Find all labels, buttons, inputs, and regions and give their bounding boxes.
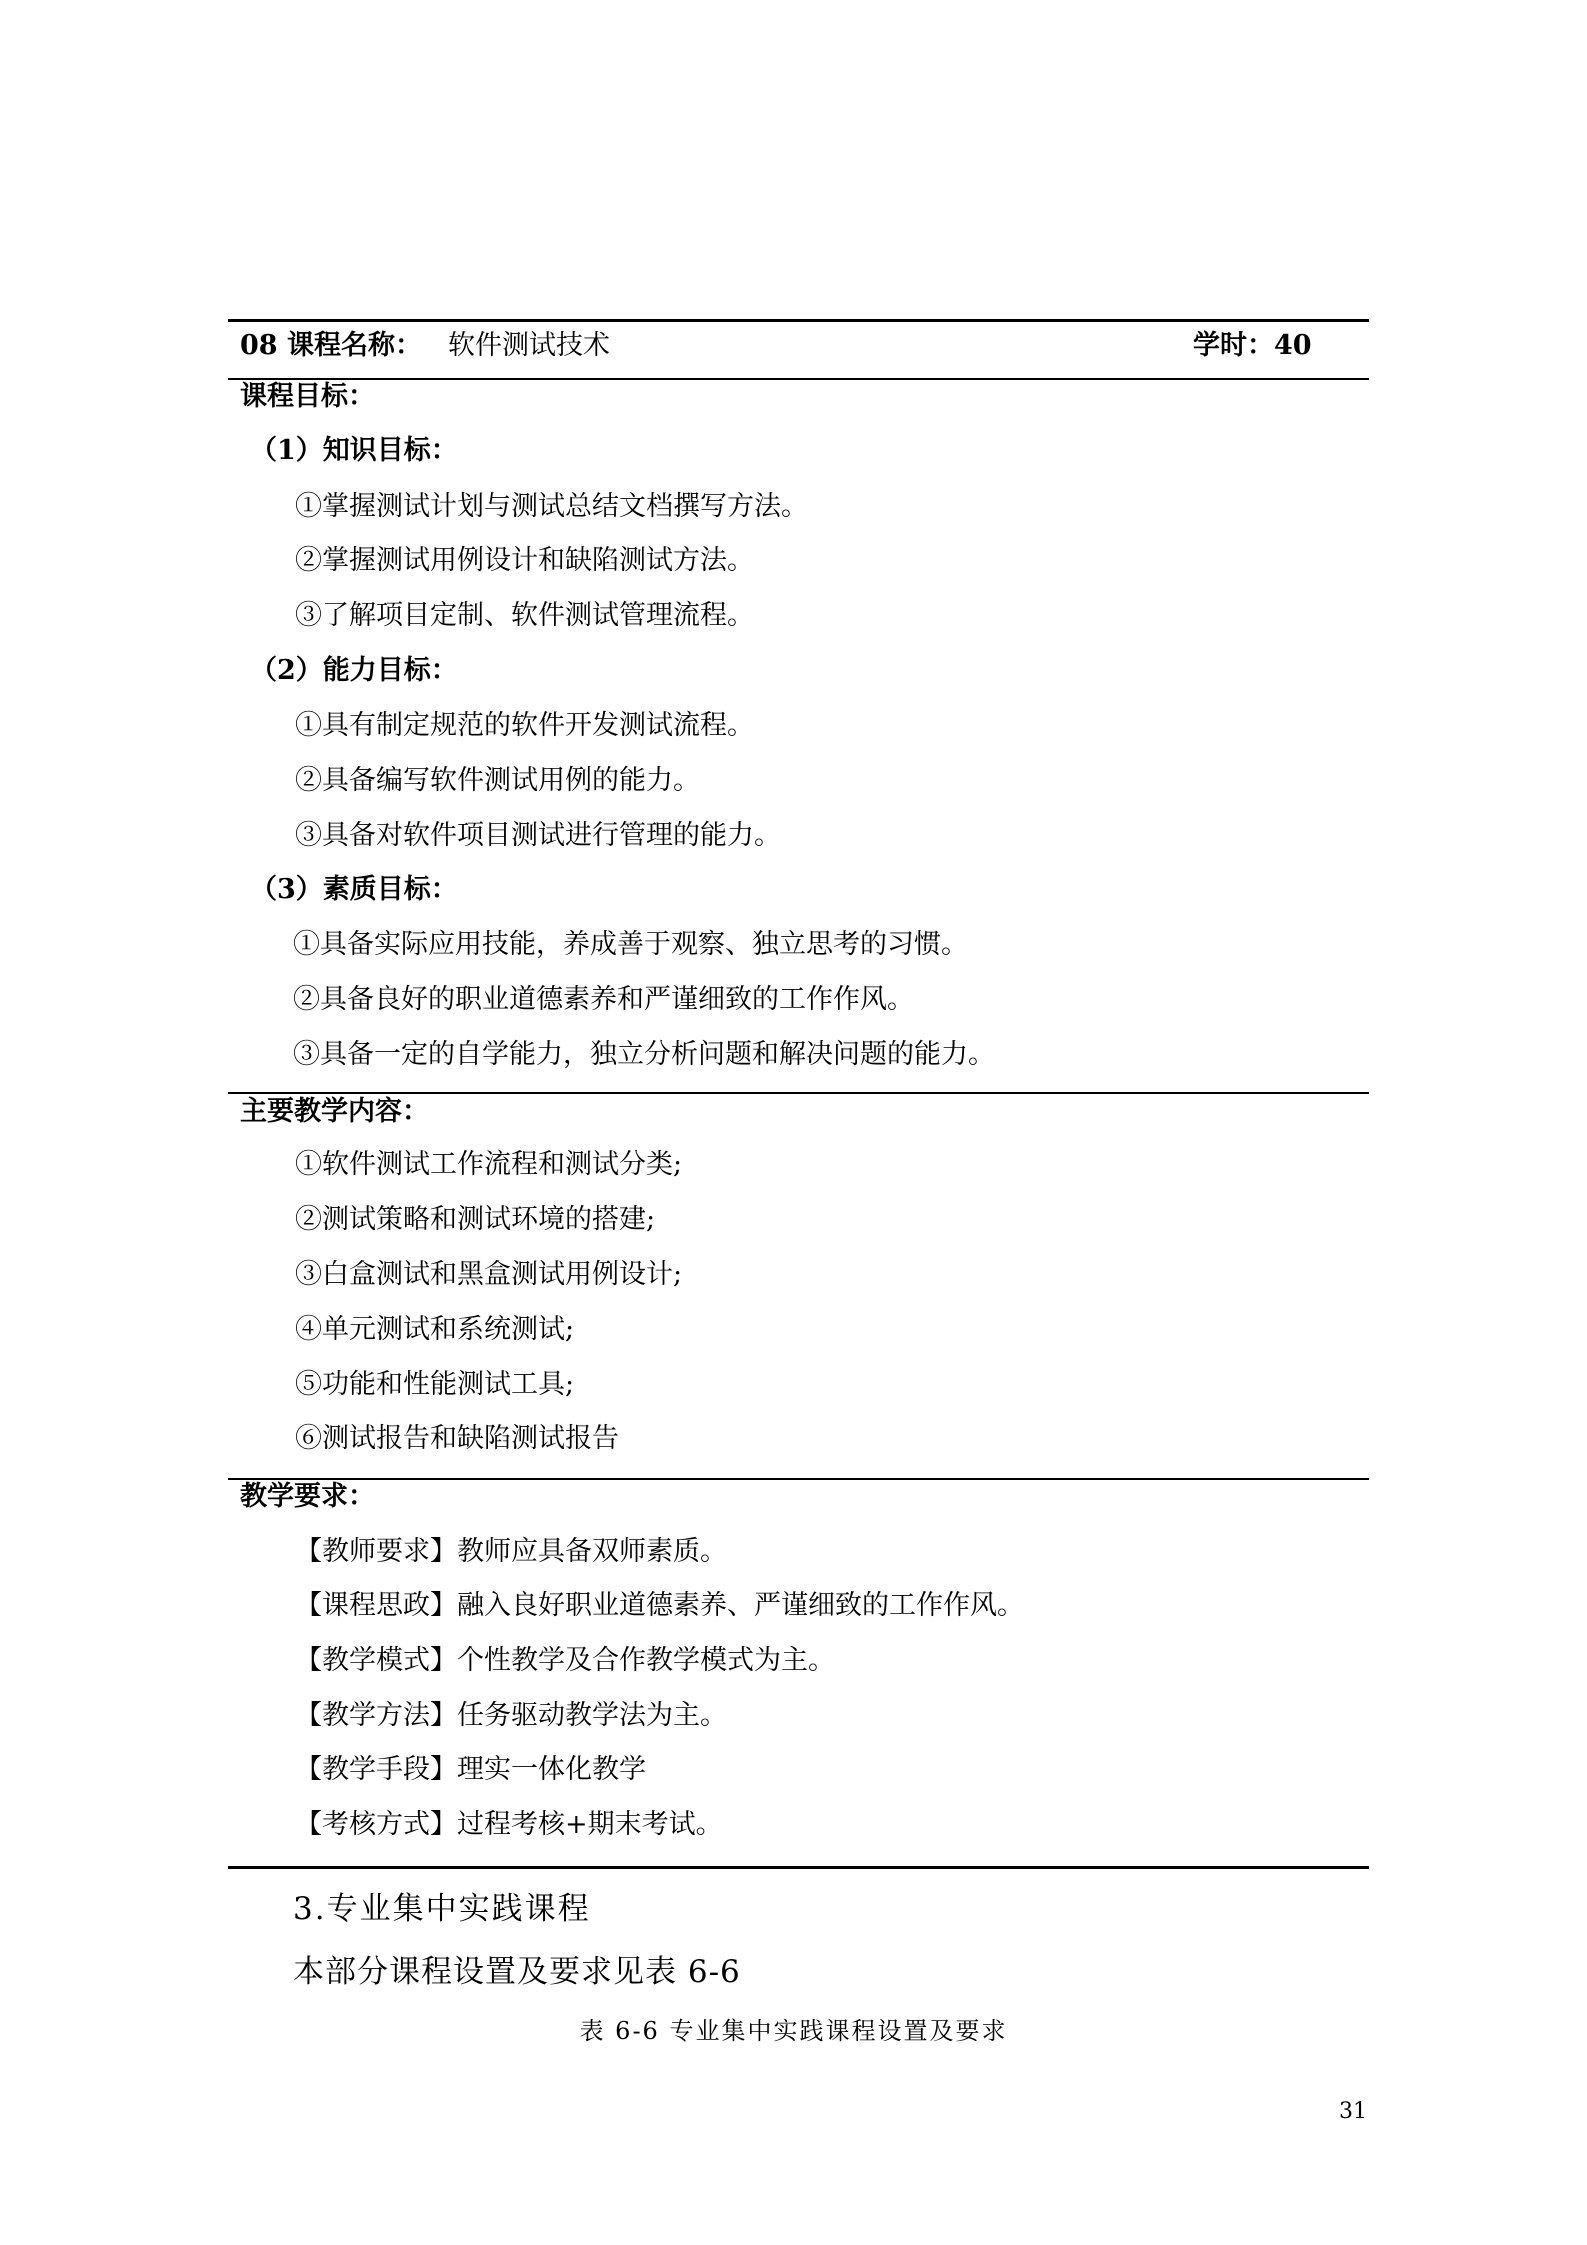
table-bottom-rule <box>228 1866 1369 1869</box>
content-item: ⑤功能和性能测试工具; <box>295 1369 575 1400</box>
ability-item: ②具备编写软件测试用例的能力。 <box>295 765 700 796</box>
content-divider <box>228 1478 1369 1480</box>
requirement-item: 【教学方法】任务驱动教学法为主。 <box>295 1700 727 1731</box>
section-intro: 本部分课程设置及要求见表 6-6 <box>293 1954 741 1990</box>
ability-title: （2）能力目标： <box>250 655 458 686</box>
quality-title: （3）素质目标： <box>250 874 458 905</box>
quality-item: ②具备良好的职业道德素养和严谨细致的工作作风。 <box>293 984 914 1015</box>
section-heading: 3.专业集中实践课程 <box>293 1891 591 1927</box>
content-item: ④单元测试和系统测试; <box>295 1314 575 1345</box>
knowledge-item: ③了解项目定制、软件测试管理流程。 <box>295 600 754 631</box>
content-item: ⑥测试报告和缺陷测试报告 <box>295 1423 619 1454</box>
goals-title: 课程目标： <box>240 381 375 412</box>
goals-divider <box>228 1092 1369 1094</box>
course-label: 08 课程名称： <box>240 330 422 361</box>
requirement-item: 【教学手段】理实一体化教学 <box>295 1754 646 1785</box>
page-number: 31 <box>1339 2099 1367 2124</box>
knowledge-title: （1）知识目标： <box>250 435 458 466</box>
content-item: ①软件测试工作流程和测试分类; <box>295 1149 683 1180</box>
requirement-item: 【教师要求】教师应具备双师素质。 <box>295 1536 727 1567</box>
course-hours: 学时：40 <box>1193 330 1312 361</box>
header-divider <box>228 378 1369 380</box>
requirement-item: 【课程思政】融入良好职业道德素养、严谨细致的工作作风。 <box>295 1590 1024 1621</box>
ability-item: ①具有制定规范的软件开发测试流程。 <box>295 710 754 741</box>
quality-item: ③具备一定的自学能力，独立分析问题和解决问题的能力。 <box>293 1039 995 1070</box>
quality-item: ①具备实际应用技能，养成善于观察、独立思考的习惯。 <box>293 929 968 960</box>
knowledge-item: ①掌握测试计划与测试总结文档撰写方法。 <box>295 491 808 522</box>
course-name: 软件测试技术 <box>448 330 610 361</box>
table-top-rule <box>228 319 1369 322</box>
content-title: 主要教学内容： <box>240 1096 429 1127</box>
content-item: ②测试策略和测试环境的搭建; <box>295 1204 656 1235</box>
requirements-title: 教学要求： <box>240 1481 375 1512</box>
requirement-item: 【考核方式】过程考核+期末考试。 <box>295 1809 723 1840</box>
knowledge-item: ②掌握测试用例设计和缺陷测试方法。 <box>295 545 754 576</box>
ability-item: ③具备对软件项目测试进行管理的能力。 <box>295 820 781 851</box>
requirement-item: 【教学模式】个性教学及合作教学模式为主。 <box>295 1645 835 1676</box>
content-item: ③白盒测试和黑盒测试用例设计; <box>295 1259 683 1290</box>
table-caption: 表 6-6 专业集中实践课程设置及要求 <box>579 2017 1008 2045</box>
